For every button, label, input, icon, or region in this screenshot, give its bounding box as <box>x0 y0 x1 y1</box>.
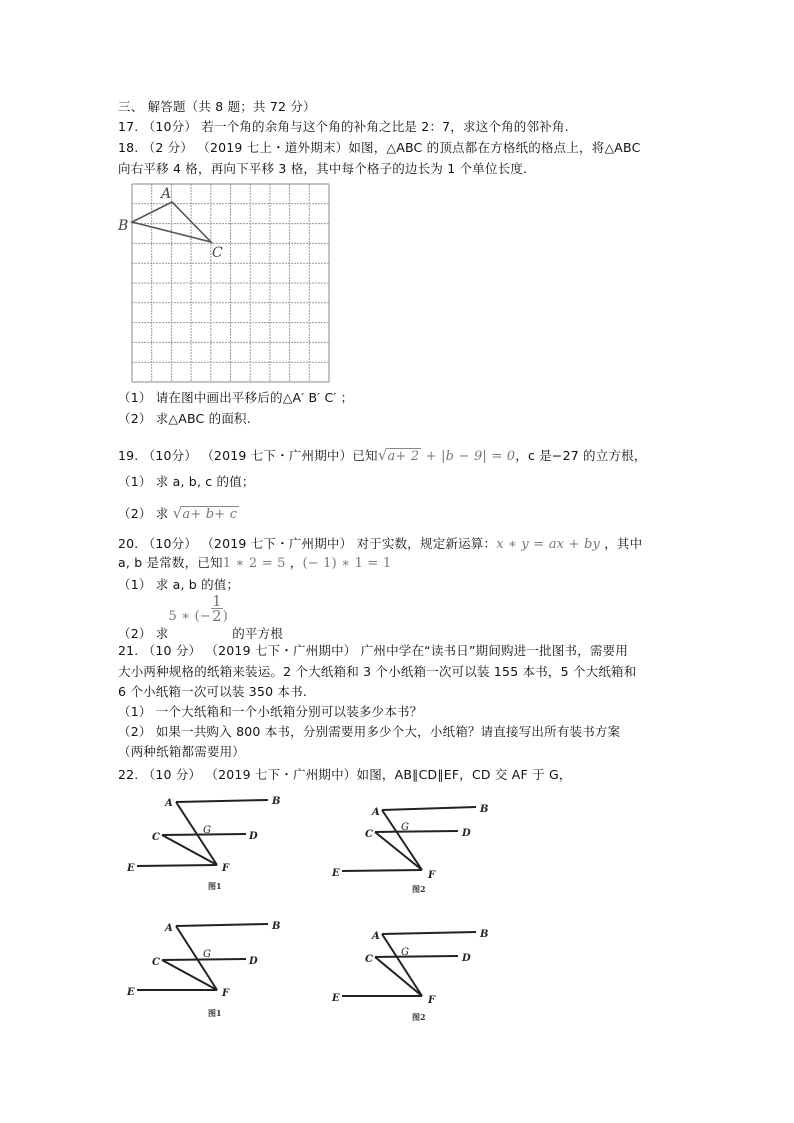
q19-sqrt-term: a+ 2 <box>387 449 420 464</box>
question-21-sub1: （1） 一个大纸箱和一个小纸箱分别可以装多少本书？ <box>118 704 423 719</box>
label-c: C <box>365 954 373 965</box>
q20-line2-prefix: a, b 是常数，已知 <box>118 555 223 570</box>
label-f: F <box>222 863 230 874</box>
label-b: B <box>480 929 489 940</box>
question-20 <box>118 536 642 553</box>
figure-1-top <box>118 790 308 900</box>
q19-sub2-sqrt: a+ b+ c <box>182 507 238 522</box>
figure-1-bottom <box>118 910 308 1025</box>
line-cf <box>162 835 217 865</box>
label-a: A <box>165 923 173 934</box>
label-d: D <box>249 956 258 967</box>
label-e: E <box>127 987 135 998</box>
q20-sep: ， <box>285 555 303 570</box>
label-d: D <box>462 828 471 839</box>
line-ef <box>137 865 217 866</box>
question-18-sub2: （2） 求△ABC 的面积. <box>118 411 251 426</box>
label-a: A <box>372 931 380 942</box>
label-f: F <box>222 988 230 999</box>
figure-caption: 图2 <box>412 884 426 894</box>
line-af <box>382 934 422 996</box>
q20-sub2-suffix: 的平方根 <box>228 626 283 641</box>
question-21-line1: 21. （10 分） （2019 七下・广州期中） 广州中学在“读书日”期间购进一批图书，需要用 <box>118 643 629 658</box>
question-21-sub2: （2） 如果一共购入 800 本书，分别需要用多少个大，小纸箱？请直接写出所有装书方案 <box>118 724 621 739</box>
line-cd <box>375 956 458 957</box>
q20-given2: (− 1) ∗ 1 = 1 <box>302 556 392 571</box>
line-cf <box>162 960 217 990</box>
line-cf <box>375 832 422 870</box>
question-18-line1: 18. （2 分） （2019 七上・道外期末）如图，△ABC 的顶点都在方格纸的格点上，将△ABC <box>118 140 641 155</box>
question-20-sub1: （1） 求 a, b 的值； <box>118 577 240 592</box>
sqrt-icon: √ <box>377 446 388 464</box>
line-ab <box>176 800 268 802</box>
label-b: B <box>272 796 281 807</box>
question-17: 17. （10分） 若一个角的余角与这个角的补角之比是 2：7，求这个角的邻补角. <box>118 119 569 134</box>
line-ab <box>382 807 476 810</box>
label-f: F <box>428 870 436 881</box>
label-a: A <box>372 807 380 818</box>
label-g: G <box>401 822 409 833</box>
grid-lines <box>132 184 329 382</box>
figure-caption: 图1 <box>208 881 222 891</box>
label-g: G <box>401 947 409 958</box>
q20-formula: x ∗ y = ax + by <box>496 537 601 552</box>
label-c: C <box>152 957 160 968</box>
line-ef <box>342 870 422 871</box>
label-a: A <box>161 186 172 202</box>
label-b: B <box>272 921 281 932</box>
figure-2-top <box>330 790 500 900</box>
label-g: G <box>203 949 211 960</box>
q20-den: 2 <box>211 607 222 625</box>
question-19-sub1: （1） 求 a, b, c 的值； <box>118 474 255 489</box>
label-a: A <box>165 798 173 809</box>
line-cf <box>375 957 422 996</box>
line-af <box>382 810 422 870</box>
label-g: G <box>203 825 211 836</box>
question-18-line2: 向右平移 4 格，再向下平移 3 格，其中每个格子的边长为 1 个单位长度. <box>118 161 528 176</box>
q20-sub2-prefix: （2） 求 <box>118 626 169 641</box>
question-19 <box>118 447 647 465</box>
question-20-sub2 <box>118 592 283 641</box>
q20-sub2-expr-suffix: ) <box>222 609 229 624</box>
q19-sub2-prefix: （2） 求 <box>118 506 173 521</box>
q20-sub2-expr-prefix: 5 ∗ (− <box>168 609 211 624</box>
question-21-line2: 大小两种规格的纸箱来装运。2 个大纸箱和 3 个小纸箱一次可以装 155 本书，5 个大纸箱和 <box>118 664 637 679</box>
q20-prefix: 20. （10分） （2019 七下・广州期中） 对于实数，规定新运算： <box>118 536 497 551</box>
label-d: D <box>462 953 471 964</box>
question-20-line2 <box>118 555 391 572</box>
q20-fraction <box>211 594 223 623</box>
figure-2-bottom <box>330 910 500 1025</box>
question-22: 22. （10 分） （2019 七下・广州期中）如图，AB∥CD∥EF，CD 交 AF 于 G， <box>118 767 572 782</box>
line-cd <box>375 831 458 832</box>
q19-prefix: 19. （10分） （2019 七下・广州期中）已知 <box>118 448 378 463</box>
line-ab <box>176 924 268 926</box>
q19-suffix: ，c 是−27 的立方根， <box>515 448 647 463</box>
q20-given1: 1 ∗ 2 = 5 <box>222 556 286 571</box>
question-18-sub1: （1） 请在图中画出平移后的△A′ B′ C′ ； <box>118 390 354 405</box>
label-c: C <box>212 245 223 261</box>
label-d: D <box>249 831 258 842</box>
label-c: C <box>152 832 160 843</box>
question-21-sub2b: （两种纸箱都需要用） <box>118 744 246 759</box>
q20-suffix: ，其中 <box>600 536 643 551</box>
q19-abs-term: + |b − 9| = 0 <box>421 449 516 464</box>
label-c: C <box>365 829 373 840</box>
question-21-line3: 6 个小纸箱一次可以装 350 本书. <box>118 684 308 699</box>
question-19-sub2 <box>118 505 239 523</box>
figure-caption: 图2 <box>412 1012 426 1022</box>
figure-caption: 图1 <box>208 1008 222 1018</box>
section-title: 三、 解答题（共 8 题；共 72 分） <box>118 99 316 114</box>
label-b: B <box>118 218 129 234</box>
label-f: F <box>428 995 436 1006</box>
label-e: E <box>332 868 340 879</box>
line-ab <box>382 932 476 934</box>
label-e: E <box>332 993 340 1004</box>
grid-figure <box>112 180 342 390</box>
sqrt-icon: √ <box>172 504 183 522</box>
label-b: B <box>480 804 489 815</box>
q20-num: 1 <box>211 592 222 610</box>
label-e: E <box>127 863 135 874</box>
